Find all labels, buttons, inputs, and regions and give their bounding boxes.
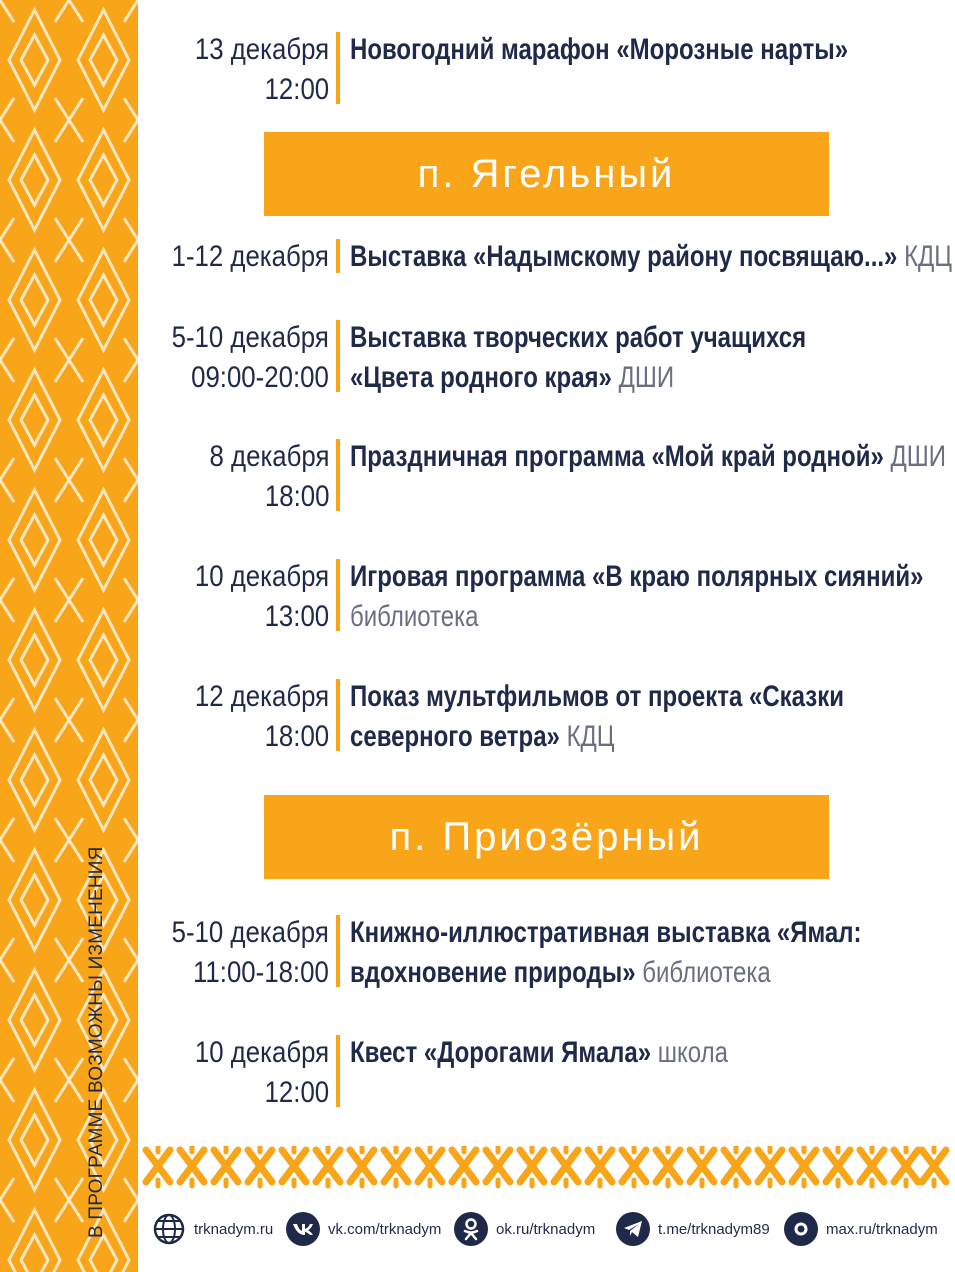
section-title: п. Ягельный [417,151,676,196]
event-title-cont: северного ветра» [350,720,560,753]
event-place: ДШИ [618,361,675,394]
event-title: Квест «Дорогами Ямала» [350,1036,652,1069]
event-title: Новогодний марафон «Морозные нарты» [350,33,849,66]
event-place: школа [657,1036,728,1069]
event-item [138,30,955,110]
social-link-label: t.me/trknadym89 [658,1220,770,1238]
event-time: 12:00 [264,1076,329,1109]
event-title: Книжно-иллюстративная выставка «Ямал: [350,916,862,949]
event-place: ДШИ [890,440,946,473]
event-divider [336,320,340,392]
event-divider [336,439,340,511]
section-banner-priozerny [264,795,829,879]
event-title: Выставка «Надымскому району посвящаю...» [350,240,898,273]
event-divider [336,239,340,273]
event-datetime [172,913,329,993]
event-place: библиотека [642,956,771,989]
event-time: 18:00 [264,720,329,753]
vk-icon [286,1212,320,1246]
event-time: 12:00 [264,73,329,106]
social-link-label: trknadym.ru [194,1220,274,1238]
event-date: 1-12 декабря [171,240,329,273]
event-time: 13:00 [264,600,329,633]
event-item [138,913,955,993]
social-link-max[interactable] [784,1207,938,1251]
event-divider [336,559,340,631]
event-time: 09:00-20:00 [191,361,329,394]
event-datetime [195,677,329,757]
event-datetime [195,30,329,110]
event-time: 11:00-18:00 [193,956,329,989]
section-banner-yagelny [264,132,829,216]
social-link-site[interactable] [152,1207,273,1251]
footer-links [152,1207,952,1251]
telegram-icon [616,1212,650,1246]
social-link-label: vk.com/trknadym [328,1220,442,1238]
event-title: Праздничная программа «Мой край родной» [350,440,884,473]
event-description [350,557,924,637]
event-date: 12 декабря [194,680,329,713]
event-place: КДЦ [566,720,615,753]
globe-icon [152,1212,186,1246]
event-item [138,677,955,757]
event-description [350,237,953,277]
event-date: 13 декабря [194,33,329,66]
event-divider [336,1035,340,1107]
event-place: КДЦ [904,240,953,273]
event-datetime [172,318,329,398]
event-title: Игровая программа «В краю полярных сияний» [350,560,924,593]
ornament-stripe [0,0,138,1272]
social-link-vk[interactable] [286,1207,441,1251]
ok-icon [454,1212,488,1246]
event-date: 5-10 декабря [171,916,329,949]
event-datetime [195,1033,329,1113]
event-description [350,1033,910,1073]
event-date: 10 декабря [194,1036,329,1069]
changes-note: В ПРОГРАММЕ ВОЗМОЖНЫ ИЗМЕНЕНИЯ [86,846,107,1238]
social-link-telegram[interactable] [616,1207,770,1251]
event-divider [336,32,340,104]
event-item [138,1033,955,1113]
event-item [138,557,955,637]
event-date: 8 декабря [209,440,329,473]
event-description [350,30,910,70]
event-place: библиотека [350,600,479,633]
event-description [350,913,910,993]
event-datetime [209,437,329,517]
event-datetime [172,237,329,277]
event-divider [336,915,340,987]
event-description [350,677,910,757]
event-date: 5-10 декабря [171,321,329,354]
event-title: Показ мультфильмов от проекта «Сказки [350,680,845,713]
event-description [350,318,910,398]
social-link-label: max.ru/trknadym [826,1220,938,1238]
section-title: п. Приозёрный [389,814,704,859]
event-description [350,437,946,477]
event-datetime [195,557,329,637]
social-link-ok[interactable] [454,1207,595,1251]
cross-ornament [142,1146,952,1190]
ornament-pattern [0,0,138,1272]
social-link-label: ok.ru/trknadym [496,1220,596,1238]
max-icon [784,1212,818,1246]
event-title-cont: «Цвета родного края» [350,361,612,394]
event-item [138,318,955,398]
event-item [138,237,955,277]
event-title-cont: вдохновение природы» [350,956,636,989]
event-date: 10 декабря [194,560,329,593]
event-time: 18:00 [264,480,329,513]
event-item [138,437,955,517]
event-title: Выставка творческих работ учащихся [350,321,807,354]
event-divider [336,679,340,751]
